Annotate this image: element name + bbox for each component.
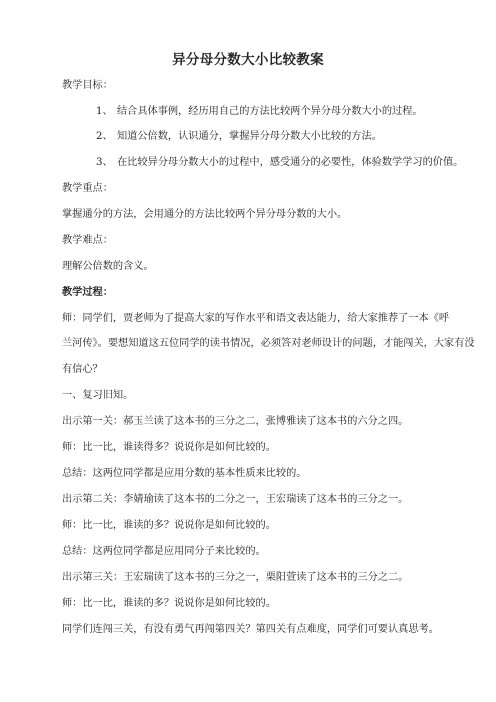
difficulty-heading: 教学难点： <box>62 235 113 246</box>
goal-item <box>96 156 463 170</box>
body-line: 出示第三关：王宏瑞读了这本书的三分之一，栗阳萱读了这本书的三分之二。 <box>62 572 409 583</box>
body-line: 同学们连闯三关，有没有勇气再闯第四关？第四关有点难度，同学们可要认真思考。 <box>62 624 439 635</box>
intro-line: 有信心？ <box>62 364 103 375</box>
body-line: 出示第二关：李婧瑜读了这本书的二分之一，王宏瑞读了这本书的三分之一。 <box>62 494 409 505</box>
body-line: 师：比一比，谁读的多？说说你是如何比较的。 <box>62 598 276 609</box>
goals-heading: 教学目标： <box>62 80 113 91</box>
intro-line: 师：同学们，贾老师为了提高大家的写作水平和语文表达能力，给大家推荐了一本《呼 <box>62 313 450 324</box>
body-line: 师：比一比，谁读得多？说说你是如何比较的。 <box>62 442 276 453</box>
goal-text: 结合具体事例，经历用自己的方法比较两个异分母分数大小的过程。 <box>117 106 423 117</box>
goal-text: 在比较异分母分数大小的过程中，感受通分的必要性，体验数学学习的价值。 <box>117 157 464 168</box>
intro-line: 兰河传》。要想知道这五位同学的读书情况，必须答对老师设计的问题，才能闯关，大家有没 <box>62 338 475 349</box>
goal-number: 1、 <box>96 106 113 117</box>
difficulty-text: 理解公倍数的含义。 <box>62 261 154 272</box>
body-line: 总结：这两位同学都是应用同分子来比较的。 <box>62 546 266 557</box>
key-text: 掌握通分的方法，会用通分的方法比较两个异分母分数的大小。 <box>62 209 348 220</box>
goal-item <box>96 105 423 119</box>
key-heading: 教学重点： <box>62 183 113 194</box>
body-line: 出示第一关：郝玉兰读了这本书的三分之二，张博雅读了这本书的六分之四。 <box>62 416 409 427</box>
goal-number: 2、 <box>96 131 113 142</box>
body-line: 师：比一比，谁读的多？说说你是如何比较的。 <box>62 520 276 531</box>
goal-item <box>96 130 382 144</box>
goal-text: 知道公倍数，认识通分，掌握异分母分数大小比较的方法。 <box>117 131 382 142</box>
body-line: 总结：这两位同学都是应用分数的基本性质来比较的。 <box>62 468 307 479</box>
document-title: 异分母分数大小比较教案 <box>172 52 324 68</box>
goal-number: 3、 <box>96 157 113 168</box>
review-heading: 一、复习旧知。 <box>62 390 134 401</box>
process-heading: 教学过程： <box>62 287 113 298</box>
